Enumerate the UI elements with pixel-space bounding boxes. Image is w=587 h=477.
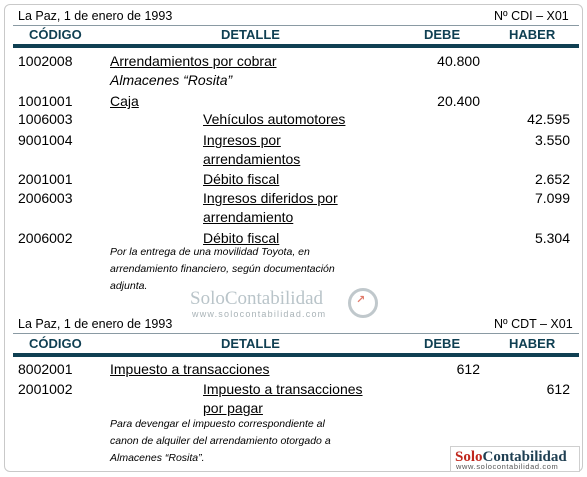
entry-2-header-bar	[13, 353, 579, 357]
row-detail: Vehículos automotores	[203, 111, 346, 127]
row-detail: Arrendamientos por cobrar	[110, 53, 277, 69]
row-detail: Impuesto a transacciones	[110, 361, 270, 377]
row-code: 2001002	[18, 381, 73, 397]
row-detail-line-2: por pagar	[203, 400, 263, 416]
brand-logo	[450, 446, 580, 472]
row-debit: 20.400	[437, 93, 480, 109]
row-code: 2006002	[18, 230, 73, 246]
row-detail-line-2: arrendamiento	[203, 209, 294, 225]
note-line: Por la entrega de una movilidad Toyota, en	[110, 246, 310, 258]
row-credit: 42.595	[527, 111, 570, 127]
row-code: 1001001	[18, 93, 73, 109]
entry-2-top-rule	[13, 333, 579, 334]
row-code: 2001001	[18, 171, 73, 187]
row-credit: 2.652	[534, 171, 570, 187]
note-line: arrendamiento financiero, según documentación	[110, 263, 335, 275]
chart-up-icon: ↗	[356, 294, 366, 306]
entry-2-col-detalle: DETALLE	[221, 336, 280, 351]
row-credit: 5.304	[534, 230, 570, 246]
row-debit: 612	[456, 361, 480, 377]
row-detail: Almacenes “Rosita”	[110, 72, 233, 88]
row-code: 2006003	[18, 190, 73, 206]
row-credit: 7.099	[534, 190, 570, 206]
row-detail-line-1: Ingresos por	[203, 132, 281, 148]
row-code: 8002001	[18, 361, 73, 377]
row-detail: Débito fiscal	[203, 171, 280, 187]
row-detail-line-2: arrendamientos	[203, 151, 301, 167]
row-detail-line-1: Impuesto a transacciones	[203, 381, 363, 397]
row-code: 9001004	[18, 132, 73, 148]
row-credit: 3.550	[534, 132, 570, 148]
entry-2-col-haber: HABER	[509, 336, 556, 351]
entry-1-top-rule	[13, 25, 579, 26]
entry-1-col-detalle: DETALLE	[221, 27, 280, 42]
logo-url: www.solocontabilidad.com	[456, 462, 559, 471]
entry-2-note	[110, 416, 390, 467]
row-detail: Caja	[110, 93, 139, 109]
note-line: Almacenes “Rosita”.	[110, 452, 205, 464]
row-detail-line-1: Ingresos diferidos por	[203, 190, 338, 206]
entry-1-date: La Paz, 1 de enero de 1993	[18, 9, 173, 23]
row-debit: 40.800	[437, 53, 480, 69]
entry-2-number: Nº CDT – X01	[494, 317, 573, 331]
entry-2-date: La Paz, 1 de enero de 1993	[18, 317, 173, 331]
entry-1-col-codigo: CÓDIGO	[29, 27, 82, 42]
entry-1-number: Nº CDI – X01	[494, 9, 569, 23]
watermark-word: SoloContabilidad	[190, 288, 324, 309]
watermark-url: www.solocontabilidad.com	[192, 309, 327, 319]
note-line: Para devengar el impuesto correspondiente al	[110, 418, 325, 430]
entry-2-col-codigo: CÓDIGO	[29, 336, 82, 351]
logo-word: SoloContabilidad	[455, 449, 567, 465]
entry-1-col-debe: DEBE	[424, 27, 461, 42]
note-line: adjunta.	[110, 280, 148, 292]
note-line: canon de alquiler del arrendamiento otorgado a	[110, 435, 331, 447]
row-code: 1006003	[18, 111, 73, 127]
row-credit: 612	[546, 381, 570, 397]
entry-2-col-debe: DEBE	[424, 336, 461, 351]
row-detail: Débito fiscal	[203, 230, 280, 246]
entry-1-header-bar	[13, 44, 579, 48]
entry-1-col-haber: HABER	[509, 27, 556, 42]
row-code: 1002008	[18, 53, 73, 69]
